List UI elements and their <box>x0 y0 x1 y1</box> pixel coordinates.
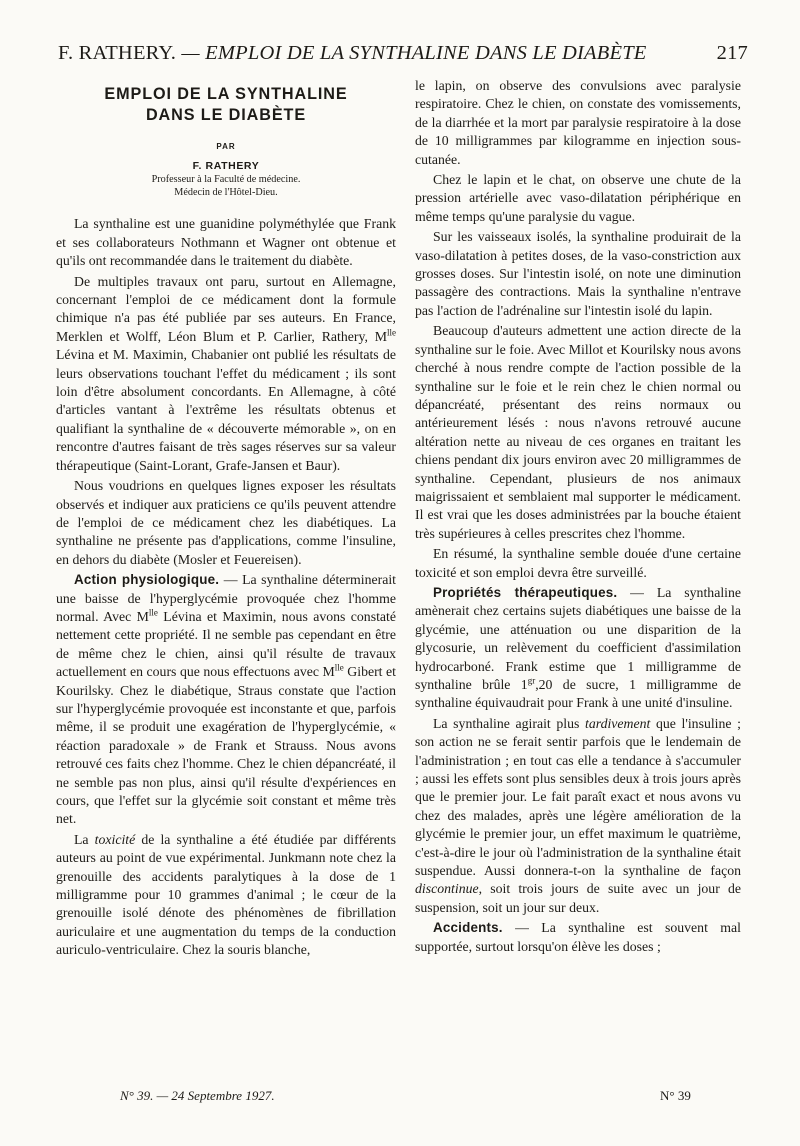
italic-term: toxicité <box>94 831 136 847</box>
superscript: gr <box>527 675 536 686</box>
paragraph: Sur les vaisseaux isolés, la synthaline produirait de la vaso-dilatation à petites doses, de la vaso-constriction aux grosses doses. Sur l'intestin isolé, on note une diminution passagère des contractions. Mais la synthaline n'entrave pas l'action de l'adrénaline sur l'intestin isolé du lapin. <box>415 229 741 318</box>
text-run: De multiples travaux ont paru, surtout en Allemagne, concernant l'emploi de ce médicament dont la formule chimique n'a pas été publiée par ses auteurs. En France, Merklen et Wolff, Léon Blum et P. Carlier, Rathery, M <box>56 273 396 344</box>
text-run: La <box>74 831 95 847</box>
paragraph: le lapin, on observe des convulsions avec paralysie respiratoire. Chez le chien, on constate des vomissements, de la diarrhée et la mort par paralysie respiratoire à la dose de 10 milligrammes par kilogramme en injection sous-cutanée. <box>415 78 741 167</box>
paragraph: Beaucoup d'auteurs admettent une action directe de la synthaline sur le foie. Avec Millot et Kourilsky nous avons cherché à nous rendre compte de l'action possible de la synthaline sur le foie et le rein chez le chien normal ou dépancréaté, présentant des reins normaux ou antérieurement lésés : nous n'avons retrouvé aucune altération nette au niveau de ces organes en traitant les chiens pendant dix jours environ avec 20 milligrammes de synthaline. Cependant, plusieurs de nos animaux maigrissaient et semblaient mal supporter le médicament. Il est vrai que les doses administrées par la bouche étaient très supérieures à celles prescrites chez l'homme. <box>415 323 741 541</box>
running-head-title: EMPLOI DE LA SYNTHALINE DANS LE DIABÈTE <box>205 42 647 64</box>
section-heading-proprietes-therapeutiques: Propriétés thérapeutiques. <box>433 584 618 600</box>
italic-term: discontinue <box>415 881 479 897</box>
par-label: PAR <box>216 142 236 151</box>
paragraph: En résumé, la synthaline semble douée d'une certaine toxicité et son emploi devra être surveillé. <box>415 546 741 580</box>
running-head <box>58 42 748 70</box>
footer-issue-date: N° 39. — 24 Septembre 1927. <box>120 1088 275 1103</box>
paragraph: Chez le lapin et le chat, on observe une chute de la pression artérielle avec vaso-dilatation périphérique en même temps qu'une paralysie du vague. <box>415 172 741 224</box>
text-run: — La synthaline déterminerait une baisse de l'hyperglycémie provoquée chez l'homme normal. Avec M <box>56 572 396 624</box>
text-run: Lévina et Maximin, nous avons constaté nettement cette propriété. Il ne semble pas cependant en être de même chez le chien, ainsi qu'il résulte de travaux actuellement en cours que nous effectuons avec M <box>56 608 396 680</box>
section-heading-accidents: Accidents. <box>433 920 503 936</box>
running-head-dash: — <box>176 42 206 64</box>
paragraph <box>56 831 396 960</box>
paragraph <box>415 919 741 956</box>
text-run: , soit trois jours de suite avec un jour de suspension, soit un jour sur deux. <box>415 881 741 915</box>
italic-term: tardivement <box>584 715 651 731</box>
paragraph <box>415 715 741 917</box>
affiliation-line1: Professeur à la Faculté de médecine. <box>151 174 301 186</box>
superscript: lle <box>334 662 344 673</box>
author-name: F. RATHERY <box>192 160 260 173</box>
text-run: que l'insuline ; son action ne se ferait sentir parfois que le lendemain de l'administration ; en tout cas elle a tendance à s'accumuler ; aussi les effets sont plus sensibles deux à trois jours après que le premier jour. Le fait paraît exact et nous avons vu chez des malades, après une légère amélioration de la glycémie le premier jour, un effet maximum le quatrième, c'est-à-dire le jour où l'administration de la synthaline était suspendue. Aussi donnera-t-on la synthaline de façon <box>415 715 741 879</box>
text-run: Lévina et M. Maximin, Chabanier ont publié les résultats de leurs observations touchant l'effet du médicament ; ils sont loin d'être absolument concordants. En Allemagne, à côté d'articles vantant à l'extrême les résultats obtenus et qualifiant la synthaline de « découverte mémorable », on en rencontre d'autres faisant de très sages réserves sur sa valeur thérapeutique (Saint-Lorant, Grafe-Jansen et Baur). <box>56 347 396 473</box>
section-heading-action-physiologique: Action physiologique. <box>74 572 220 588</box>
left-column <box>56 78 396 960</box>
article-title-line1: EMPLOI DE LA SYNTHALINE <box>104 85 348 103</box>
author-affiliation <box>56 173 396 199</box>
text-run: Gibert et Kourilsky. Chez le diabétique, Straus constate que l'action sur l'hyperglycémie provoquée est inconstante et que, parfois même, il se produit une exagération de l'hyperglycémie, « réaction paradoxale » de Frank et Strauss. Nous avons retrouvé ces faits chez l'homme. Chez le chien dépancréaté, il ne semble pas non plus, ainsi qu'il résulte d'expériences en cours, que l'effet sur la glycémie soit constant et même très net. <box>56 664 396 827</box>
running-head-author: F. RATHERY. <box>58 42 177 64</box>
page-number: 217 <box>716 42 748 64</box>
right-column <box>415 77 741 956</box>
text-run: — La synthaline amènerait chez certains sujets diabétiques une baisse de la glycémie, une atténuation ou une disparition de la glycosurie, un relèvement du coefficient d'assimilation hydrocarboné. Frank estime que 1 milligramme de synthaline brûle 1 <box>415 584 742 692</box>
text-run: La synthaline agirait plus <box>433 715 585 731</box>
text-run: ,20 de sucre, 1 milligramme de synthaline équivaudrait pour Frank à une unité d'insuline. <box>415 677 742 711</box>
superscript: lle <box>148 607 158 618</box>
article-title-line2: DANS LE DIABÈTE <box>145 106 307 124</box>
footer-issue-number: N° 39 <box>660 1088 691 1103</box>
paragraph <box>56 571 396 829</box>
paragraph: Nous voudrions en quelques lignes exposer les résultats observés et indiquer aux praticiens ce qu'ils peuvent attendre de l'emploi de ce médicament chez les diabétiques. La synthaline ne présente pas d'applications, comme l'insuline, en dehors du diabète (Mosler et Feuereisen). <box>56 478 396 567</box>
text-run: — La synthaline est souvent mal supportée, surtout lorsqu'on élève les doses ; <box>415 920 741 954</box>
text-run: de la synthaline a été étudiée par différents auteurs au point de vue expérimental. Junkmann note chez la grenouille des accidents paralytiques à la dose de 1 milligramme pour 10 grammes d'animal ; le cœur de la grenouille isolé dénote des phénomènes de fibrillation auriculaire et une augmentation du temps de la conduction auriculo-ventriculaire. Chez la souris blanche, <box>56 831 396 958</box>
superscript: lle <box>387 327 396 338</box>
paragraph <box>56 273 396 475</box>
paragraph <box>415 584 741 713</box>
article-title <box>62 84 390 126</box>
affiliation-line2: Médecin de l'Hôtel-Dieu. <box>174 187 278 199</box>
paragraph: La synthaline est une guanidine polyméthylée que Frank et ses collaborateurs Nothmann et Wagner ont obtenue et qu'ils ont recommandée dans le traitement du diabète. <box>56 216 396 269</box>
